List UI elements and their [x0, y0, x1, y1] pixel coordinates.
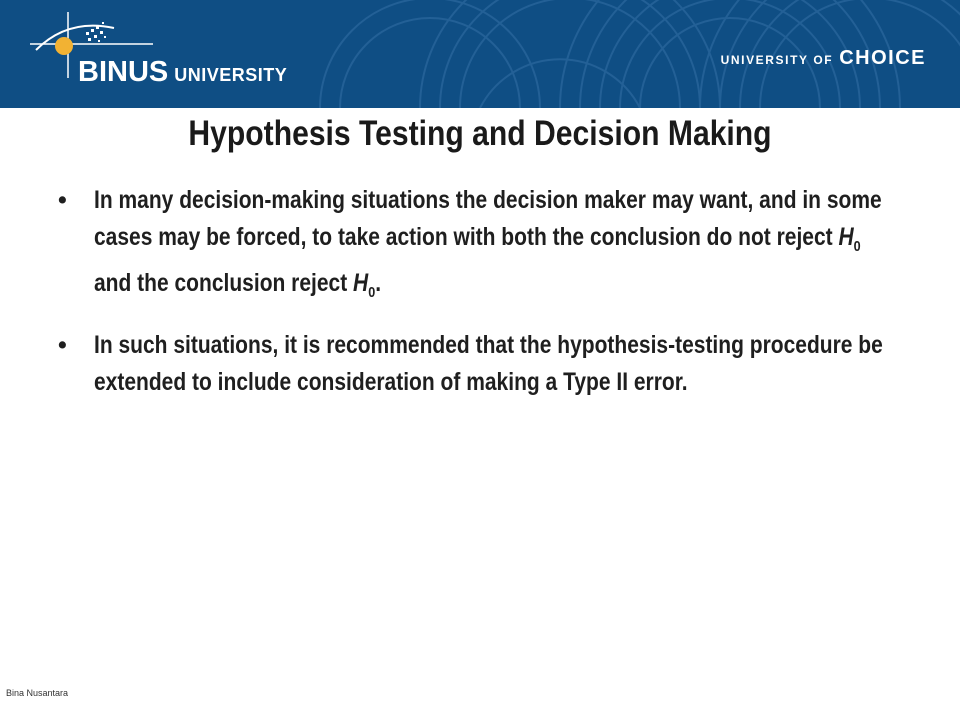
symbol-letter: H: [838, 223, 854, 251]
logo-wordmark: [78, 56, 287, 89]
symbol-subscript: 0: [368, 284, 376, 301]
bullet-text-part: and the conclusion reject: [94, 269, 354, 297]
slide-title: Hypothesis Testing and Decision Making: [188, 114, 772, 153]
bullet-list: [58, 182, 918, 417]
bullet-text: [94, 182, 884, 311]
tagline: [721, 47, 926, 70]
logo-suffix: UNIVERSITY: [174, 65, 288, 85]
footer-text: Bina Nusantara: [6, 688, 69, 698]
bullet-dot-icon: •: [58, 186, 67, 214]
bullet-text: In such situations, it is recommended that the hypothesis-testing procedure be extended to include consideration of making a Type II error.: [94, 331, 883, 396]
bullet-item: [58, 327, 918, 401]
hypothesis-symbol: [353, 269, 376, 301]
tagline-big: CHOICE: [839, 47, 926, 69]
bullet-dot-icon: •: [58, 331, 67, 359]
bullet-text-part: .: [375, 269, 382, 297]
hypothesis-symbol: [838, 223, 861, 255]
header-banner: [0, 0, 960, 108]
bullet-text-part: In many decision-making situations the decision maker may want, and in some cases may be forced, to take action with both the conclusion do not reject: [94, 186, 882, 251]
logo-name: BINUS: [78, 56, 169, 88]
symbol-letter: H: [353, 269, 369, 297]
tagline-small: UNIVERSITY OF: [720, 53, 834, 67]
bullet-item: [58, 182, 918, 311]
symbol-subscript: 0: [853, 238, 861, 255]
